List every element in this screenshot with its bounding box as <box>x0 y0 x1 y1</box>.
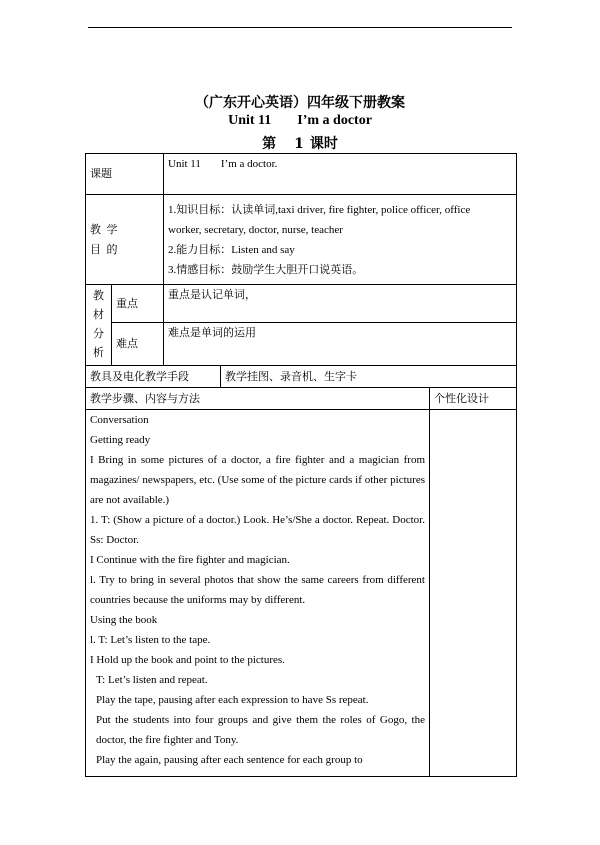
aids-label: 教具及电化教学手段 <box>86 366 221 388</box>
step-paragraph: Conversation <box>90 414 149 426</box>
personal-design-cell <box>430 410 517 777</box>
difficulty-row <box>86 323 517 366</box>
lesson-suffix: 课时 <box>309 136 338 152</box>
topic-unit: Unit 11 <box>168 158 201 170</box>
lesson-prefix: 第 <box>262 136 277 152</box>
step-paragraph: 1. T: (Show a picture of a doctor.) Look. He’s/She a doctor. Repeat. Doctor. Ss: Doctor. <box>90 514 425 546</box>
step-paragraph: Using the book <box>90 614 158 626</box>
key-point-text: 重点是认记单词， <box>164 285 517 323</box>
header-rule <box>88 27 512 28</box>
analysis-char: 析 <box>93 347 104 359</box>
document-title: （广东开心英语）四年级下册教案 <box>195 95 405 111</box>
step-paragraph: l. Try to bring in several photos that show the same careers from different countries because the uniforms may by different. <box>90 574 425 606</box>
steps-row <box>86 410 517 777</box>
objective-line: worker, secretary, doctor, nurse, teacher <box>168 223 343 236</box>
key-point-label: 重点 <box>112 285 164 323</box>
step-paragraph: T: Let’s listen and repeat. <box>96 674 208 686</box>
objective-line: 1.知识目标：认读单词,taxi driver, fire fighter, police officer, office <box>168 203 471 216</box>
steps-header: 教学步骤、内容与方法 <box>86 388 430 410</box>
topic-label: 课题 <box>86 154 164 195</box>
analysis-char: 材 <box>93 309 104 321</box>
unit-heading <box>0 113 600 129</box>
lesson-number: 1 <box>294 136 304 152</box>
step-paragraph: Play the tape, pausing after each expression to have Ss repeat. <box>96 694 369 706</box>
step-paragraph: I Continue with the fire fighter and magician. <box>90 554 290 566</box>
aids-text: 教学挂图、录音机、生字卡 <box>221 366 517 388</box>
step-paragraph: Play the again, pausing after each sentence for each group to <box>96 754 363 766</box>
key-point-row <box>86 285 517 323</box>
lesson-heading <box>0 133 600 153</box>
lesson-plan-table <box>85 153 517 777</box>
topic-title: I’m a doctor. <box>220 158 278 170</box>
topic-row <box>86 154 517 195</box>
step-paragraph: Getting ready <box>90 434 151 446</box>
step-paragraph: I Hold up the book and point to the pictures. <box>90 654 285 666</box>
unit-label: Unit 11 <box>228 113 272 128</box>
personal-header: 个性化设计 <box>430 388 517 410</box>
step-paragraph: Put the students into four groups and give them the roles of Gogo, the doctor, the fire fighter and Tony. <box>96 714 425 746</box>
analysis-char: 分 <box>93 328 104 340</box>
step-paragraph: I Bring in some pictures of a doctor, a fire fighter and a magician from magazines/ newspapers, etc. (Use some of the picture cards if other pictures are not available.) <box>90 454 425 506</box>
analysis-char: 教 <box>93 290 104 302</box>
objectives-label <box>86 195 164 285</box>
objectives-row <box>86 195 517 285</box>
objective-line: 3.情感目标：鼓励学生大胆开口说英语。 <box>168 263 364 276</box>
analysis-label <box>86 285 112 366</box>
step-paragraph: l. T: Let’s listen to the tape. <box>90 634 211 646</box>
difficulty-label: 难点 <box>112 323 164 366</box>
unit-title: I’m a doctor <box>297 113 372 128</box>
objective-line: 2.能力目标：Listen and say <box>168 243 295 256</box>
steps-content <box>86 410 430 777</box>
objectives-label-line-2: 目 的 <box>90 243 118 256</box>
steps-header-row <box>86 388 517 410</box>
objectives-list <box>164 195 517 285</box>
aids-row <box>86 366 517 388</box>
topic-value <box>164 154 517 195</box>
objectives-label-line-1: 教 学 <box>90 223 118 236</box>
difficulty-text: 难点是单词的运用 <box>164 323 517 366</box>
